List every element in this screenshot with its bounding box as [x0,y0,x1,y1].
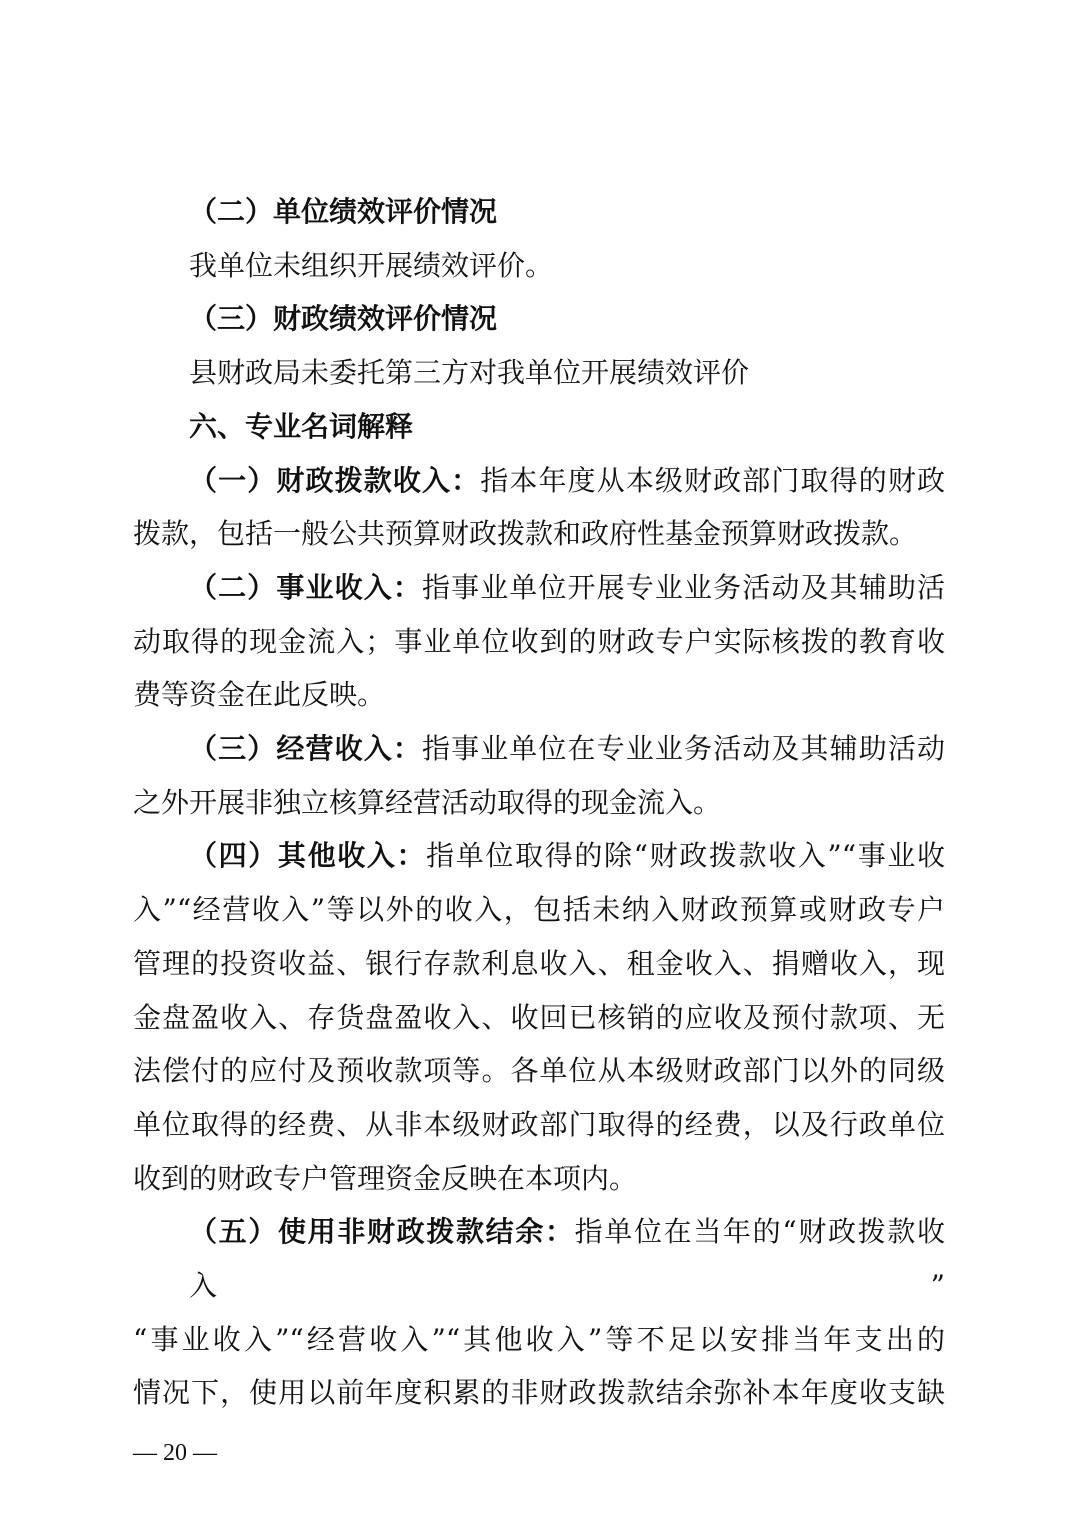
term-text: 入”“经营收入”等以外的收入，包括未纳入财政预算或财政专户 [133,893,945,927]
term-text: 指事业单位在专业业务活动及其辅助活动 [421,732,945,766]
paragraph-unit-eval: 我单位未组织开展绩效评价。 [189,248,554,282]
heading-fin-eval: （三）财政绩效评价情况 [189,302,498,336]
term-text: 指单位在当年的“财政拨款收入” [189,1215,945,1303]
term-text: 之外开展非独立核算经营活动取得的现金流入。 [133,785,722,819]
term-text: 指单位取得的除“财政拨款收入”“事业收 [426,839,945,873]
document-body [133,185,945,1468]
term-text: 指本年度从本级财政部门取得的财政 [480,463,945,497]
term-4 [133,829,945,1205]
term-text: 单位取得的经费、从非本级财政部门取得的经费，以及行政单位 [133,1107,945,1141]
term-5 [133,1205,945,1420]
term-3 [133,722,945,829]
term-text: 费等资金在此反映。 [133,678,386,712]
heading-unit-eval: （二）单位绩效评价情况 [189,195,498,228]
term-label: （二）事业收入： [189,570,422,604]
term-text: “事业收入”“经营收入”“其他收入”等不足以安排当年支出的 [133,1322,945,1356]
page-number: — 20 — [133,1440,217,1467]
term-text: 指事业单位开展专业业务活动及其辅助活 [421,570,945,604]
term-2 [133,561,945,722]
term-text: 动取得的现金流入；事业单位收到的财政专户实际核拨的教育收 [133,624,945,658]
term-text: 法偿付的应付及预收款项等。各单位从本级财政部门以外的同级 [133,1054,945,1088]
term-text: 管理的投资收益、银行存款利息收入、租金收入、捐赠收入，现 [133,946,945,980]
term-label: （三）经营收入： [189,732,422,766]
term-text: 情况下，使用以前年度积累的非财政拨款结余弥补本年度收支缺 [133,1376,945,1410]
heading-terms: 六、专业名词解释 [189,409,414,443]
term-text: 收到的财政专户管理资金反映在本项内。 [133,1161,638,1195]
term-text: 拨款，包括一般公共预算财政拨款和政府性基金预算财政拨款。 [133,517,918,551]
term-label: （一）财政拨款收入： [189,463,481,497]
term-text: 金盘盈收入、存货盘盈收入、收回已核销的应收及预付款项、无 [133,1000,945,1034]
term-label: （四）其他收入： [189,839,427,873]
paragraph-fin-eval: 县财政局未委托第三方对我单位开展绩效评价 [189,356,750,390]
term-label: （五）使用非财政拨款结余： [189,1215,575,1249]
term-1 [133,454,945,561]
